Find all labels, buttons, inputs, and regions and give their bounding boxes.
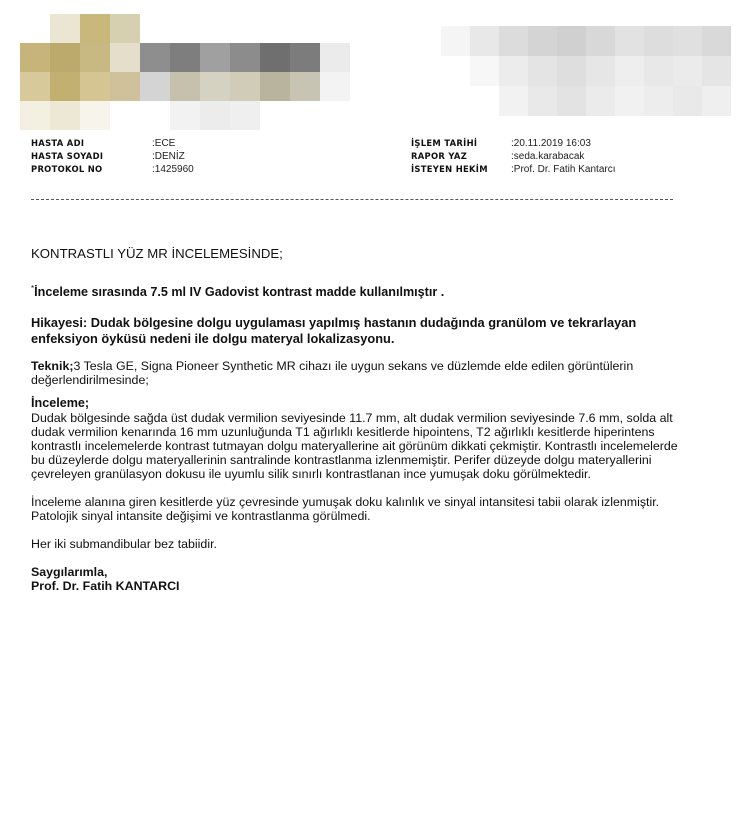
logo-pixel bbox=[200, 43, 230, 72]
logo-pixel bbox=[140, 43, 170, 72]
report-writer-label: RAPOR YAZ bbox=[411, 151, 468, 161]
logo-pixel bbox=[644, 26, 673, 56]
logo-pixel bbox=[50, 101, 80, 130]
colon: : bbox=[152, 164, 155, 175]
logo-pixel bbox=[200, 14, 230, 43]
logo-pixel bbox=[470, 86, 499, 116]
hospital-logo-right bbox=[412, 26, 731, 116]
logo-pixel bbox=[230, 43, 260, 72]
requesting-physician-label: İSTEYEN HEKİM bbox=[411, 164, 488, 174]
logo-pixel bbox=[110, 72, 140, 101]
signature-name: Prof. Dr. Fatih KANTARCI bbox=[31, 579, 180, 593]
patient-name-label: HASTA ADI bbox=[31, 138, 85, 148]
logo-pixel bbox=[470, 26, 499, 56]
logo-pixel bbox=[441, 86, 470, 116]
logo-pixel bbox=[412, 26, 441, 56]
asterisk-mark: * bbox=[31, 284, 35, 293]
logo-pixel bbox=[50, 14, 80, 43]
report-writer-value: seda.karabacak bbox=[513, 151, 585, 162]
logo-pixel bbox=[200, 101, 230, 130]
logo-pixel bbox=[260, 101, 290, 130]
logo-pixel bbox=[170, 43, 200, 72]
logo-pixel bbox=[644, 86, 673, 116]
logo-pixel bbox=[110, 43, 140, 72]
logo-pixel bbox=[702, 26, 731, 56]
logo-pixel bbox=[499, 56, 528, 86]
logo-pixel bbox=[557, 26, 586, 56]
logo-pixel bbox=[615, 56, 644, 86]
logo-pixel bbox=[615, 86, 644, 116]
logo-pixel bbox=[50, 43, 80, 72]
logo-pixel bbox=[320, 14, 350, 43]
protocol-value: 1425960 bbox=[154, 164, 194, 175]
logo-pixel bbox=[412, 56, 441, 86]
logo-pixel bbox=[110, 14, 140, 43]
technique-paragraph bbox=[31, 359, 681, 387]
colon: : bbox=[511, 164, 514, 175]
logo-pixel bbox=[528, 56, 557, 86]
logo-pixel bbox=[673, 56, 702, 86]
logo-pixel bbox=[290, 14, 320, 43]
patient-surname-value: DENİZ bbox=[154, 151, 185, 162]
logo-pixel bbox=[615, 26, 644, 56]
procedure-date-value: 20.11.2019 16:03 bbox=[513, 138, 591, 149]
logo-pixel bbox=[470, 56, 499, 86]
logo-pixel bbox=[441, 26, 470, 56]
logo-pixel bbox=[290, 43, 320, 72]
logo-pixel bbox=[290, 72, 320, 101]
colon: : bbox=[152, 138, 155, 149]
logo-pixel bbox=[140, 14, 170, 43]
findings-paragraph-1: Dudak bölgesinde sağda üst dudak vermilion seviyesinde 11.7 mm, alt dudak vermilion seviyesinde 7.6 mm, solda alt dudak vermilion kenarında 16 mm uzunluğunda T1 ağırlıklı kesitlerde hipointens, T2 ağırlıklı kesitlerde hiperintens kontrastlı incelemelerde kontrast tutmayan dolgu materyallerine ait görünüm dikkati çekmiştir. Kontrastlı incelemelerde bu düzeylerde dolgu materyallerinin santralinde kontrastlanma izlenmemiştir. Perifer düzeyde dolgu materyallerini çevreleyen granülasyon dokusu ile uyumlu silik sınırlı kontrastlanan ince yumuşak doku görülmektedir. bbox=[31, 411, 678, 481]
clinical-history: Hikayesi: Dudak bölgesine dolgu uygulaması yapılmış hastanın dudağında granülom ve tekrarlayan enfeksiyon öyküsü nedeni ile dolgu materyal lokalizasyonu. bbox=[31, 315, 637, 346]
logo-pixel bbox=[230, 101, 260, 130]
logo-pixel bbox=[80, 14, 110, 43]
findings-heading: İnceleme; bbox=[31, 396, 90, 410]
logo-pixel bbox=[260, 72, 290, 101]
logo-pixel bbox=[320, 101, 350, 130]
technique-text: 3 Tesla GE, Signa Pioneer Synthetic MR cihazı ile uygun sekans ve düzlemde elde edilen görüntülerin değerlendirilmesinde; bbox=[31, 359, 634, 387]
findings-paragraph-3: Her iki submandibular bez tabiidir. bbox=[31, 537, 217, 551]
procedure-date-row bbox=[411, 137, 616, 150]
patient-info-left bbox=[31, 137, 194, 176]
logo-pixel bbox=[702, 56, 731, 86]
report-title: KONTRASTLI YÜZ MR İNCELEMESİNDE; bbox=[31, 246, 283, 261]
logo-pixel bbox=[140, 101, 170, 130]
contrast-note bbox=[31, 281, 681, 300]
logo-pixel bbox=[528, 86, 557, 116]
requesting-physician-row bbox=[411, 163, 616, 176]
patient-name-value: ECE bbox=[154, 138, 176, 149]
logo-pixel bbox=[140, 72, 170, 101]
logo-pixel bbox=[702, 86, 731, 116]
logo-pixel bbox=[528, 26, 557, 56]
dashed-separator bbox=[31, 199, 673, 200]
logo-pixel bbox=[290, 101, 320, 130]
logo-pixel bbox=[673, 86, 702, 116]
closing-greeting: Saygılarımla, bbox=[31, 565, 108, 579]
logo-pixel bbox=[230, 72, 260, 101]
logo-pixel bbox=[20, 101, 50, 130]
logo-pixel bbox=[320, 72, 350, 101]
logo-pixel bbox=[441, 56, 470, 86]
logo-pixel bbox=[260, 14, 290, 43]
protocol-row bbox=[31, 163, 194, 176]
colon: : bbox=[511, 151, 514, 162]
colon: : bbox=[511, 138, 514, 149]
logo-pixel bbox=[80, 101, 110, 130]
logo-pixel bbox=[320, 43, 350, 72]
logo-pixel bbox=[80, 43, 110, 72]
logo-pixel bbox=[673, 26, 702, 56]
patient-info-right bbox=[411, 137, 616, 176]
logo-pixel bbox=[20, 72, 50, 101]
logo-pixel bbox=[644, 56, 673, 86]
logo-pixel bbox=[230, 14, 260, 43]
procedure-date-label: İŞLEM TARİHİ bbox=[411, 138, 478, 148]
logo-pixel bbox=[557, 56, 586, 86]
logo-pixel bbox=[20, 43, 50, 72]
hospital-logo-left bbox=[20, 14, 350, 130]
report-body bbox=[31, 246, 681, 593]
logo-pixel bbox=[170, 101, 200, 130]
logo-pixel bbox=[586, 26, 615, 56]
protocol-label: PROTOKOL NO bbox=[31, 164, 103, 174]
requesting-physician-value: Prof. Dr. Fatih Kantarcı bbox=[513, 164, 616, 175]
findings-paragraph-2: İnceleme alanına giren kesitlerde yüz çevresinde yumuşak doku kalınlık ve sinyal intansitesi tabii olarak izlenmiştir. Patolojik sinyal intansite değişimi ve kontrastlanma görülmedi. bbox=[31, 495, 660, 523]
logo-pixel bbox=[412, 86, 441, 116]
logo-pixel bbox=[499, 26, 528, 56]
patient-surname-row bbox=[31, 150, 194, 163]
logo-pixel bbox=[499, 86, 528, 116]
patient-surname-label: HASTA SOYADI bbox=[31, 151, 104, 161]
logo-pixel bbox=[557, 86, 586, 116]
logo-pixel bbox=[170, 72, 200, 101]
logo-pixel bbox=[170, 14, 200, 43]
colon: : bbox=[152, 151, 155, 162]
contrast-note-text: İnceleme sırasında 7.5 ml IV Gadovist kontrast madde kullanılmıştır . bbox=[34, 285, 445, 299]
logo-pixel bbox=[200, 72, 230, 101]
logo-pixel bbox=[110, 101, 140, 130]
logo-pixel bbox=[20, 14, 50, 43]
patient-name-row bbox=[31, 137, 194, 150]
report-writer-row bbox=[411, 150, 616, 163]
logo-pixel bbox=[50, 72, 80, 101]
technique-label: Teknik; bbox=[31, 359, 74, 373]
logo-pixel bbox=[80, 72, 110, 101]
logo-pixel bbox=[586, 86, 615, 116]
logo-pixel bbox=[260, 43, 290, 72]
logo-pixel bbox=[586, 56, 615, 86]
